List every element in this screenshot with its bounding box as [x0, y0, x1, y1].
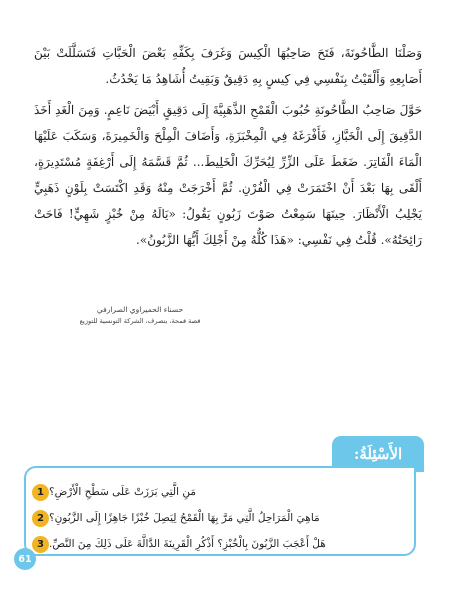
question-text: مَاهِيَ الْمَرَاحِلُ الَّتِي مَرَّ بِهَا الْقَمْحُ لِيَصِلَ خُبْزًا جَاهِزًا إِلَى الزَّبُونِ؟: [49, 512, 320, 524]
question-text: هَلْ أَعْجَبَ الزَّبُونَ بِالْخُبْزِ؟ أَذْكُرِ الْقَرِينَةَ الدَّالَّةَ عَلَى ذَلِكَ مِنَ النَّصِّ.: [49, 538, 326, 550]
question-number-badge: 3: [32, 536, 49, 553]
question-item: [26, 505, 406, 531]
question-text: مَنِ الَّتِي بَرَزَتْ عَلَى سَطْحِ الْأَرْضِ؟: [49, 486, 196, 498]
question-number-badge: 1: [32, 484, 49, 501]
source-author: حسناء الحميراوي الصرارفي: [96, 305, 184, 314]
questions-title: الأَسْئِلَةُ:: [353, 445, 403, 463]
story-paragraph: حَوَّلَ صَاحِبُ الطَّاحُونَةِ حُبُوبَ الْقَمْحِ الذَّهَبِيَّةَ إِلَى دَقِيقٍ أَبْيَضَ نَاعِمٍ. وَمِنَ الْغَدِ أَخَذَ الدَّقِيقَ إِلَى الْخَبَّازِ، فَأَفْرَغَهُ فِي الْمِخْبَزَةِ، وَأَضَافَ الْمِلْحَ وَالْخَمِيرَةَ، وَسَكَبَ عَلَيْهَا الْمَاءَ الْفَاتِرَ. ضَغَطَ عَلَى الزِّرِّ لِيُحَرِّكَ الْخَلِيطَ... ثُمَّ قَسَّمَهُ إِلَى أَرْغِفَةٍ مُسْتَدِيرَةٍ، أَلْقَى بِهَا بَعْدَ أَنْ اخْتَمَرَتْ فِي الْفُرْنِ. ثُمَّ أَخْرَجَتْ مِنْهُ وَقَدِ اكْتَسَتْ بِلَوْنٍ ذَهَبِيٍّ يَجْلِبُ الْأَنْظَارَ. حِينَهَا سَمِعْتُ صَوْتَ زَبُونٍ يَقُولُ: «يَالَهُ مِنْ خُبْزٍ شَهِيٍّ! فَاحَتْ رَائِحَتُهُ». قُلْتُ فِي نَفْسِي: «هَذَا كُلُّهُ مِنْ أَجْلِكَ أَيُّهَا الزَّبُونُ».: [34, 103, 422, 247]
story-text: [34, 40, 422, 253]
question-number-badge: 2: [32, 510, 49, 527]
question-item: [26, 531, 406, 557]
source-publication: قصة قمحة، بتصرف، الشركة التونسية للتوزيع: [79, 317, 201, 325]
page-number-badge: [14, 548, 36, 570]
source-citation: [40, 304, 240, 327]
story-paragraph: وَصَلْنَا الطَّاحُونَةَ، فَتَحَ صَاحِبُهَا الْكِيسَ وَغَرَفَ بِكَفِّهِ بَعْضَ الْحَبَّاتِ فَتَسَلَّلَتْ بَيْنَ أَصَابِعِهِ وَأَلْقَيْتُ بِنَفْسِي فِي كِيسٍ بِهِ دَقِيقٌ وَبَقِيتُ أُشَاهِدُ مَا يَحْدُثُ.: [34, 46, 422, 86]
question-item: [26, 479, 406, 505]
page-number: 61: [18, 553, 32, 565]
questions-box: [24, 466, 416, 556]
